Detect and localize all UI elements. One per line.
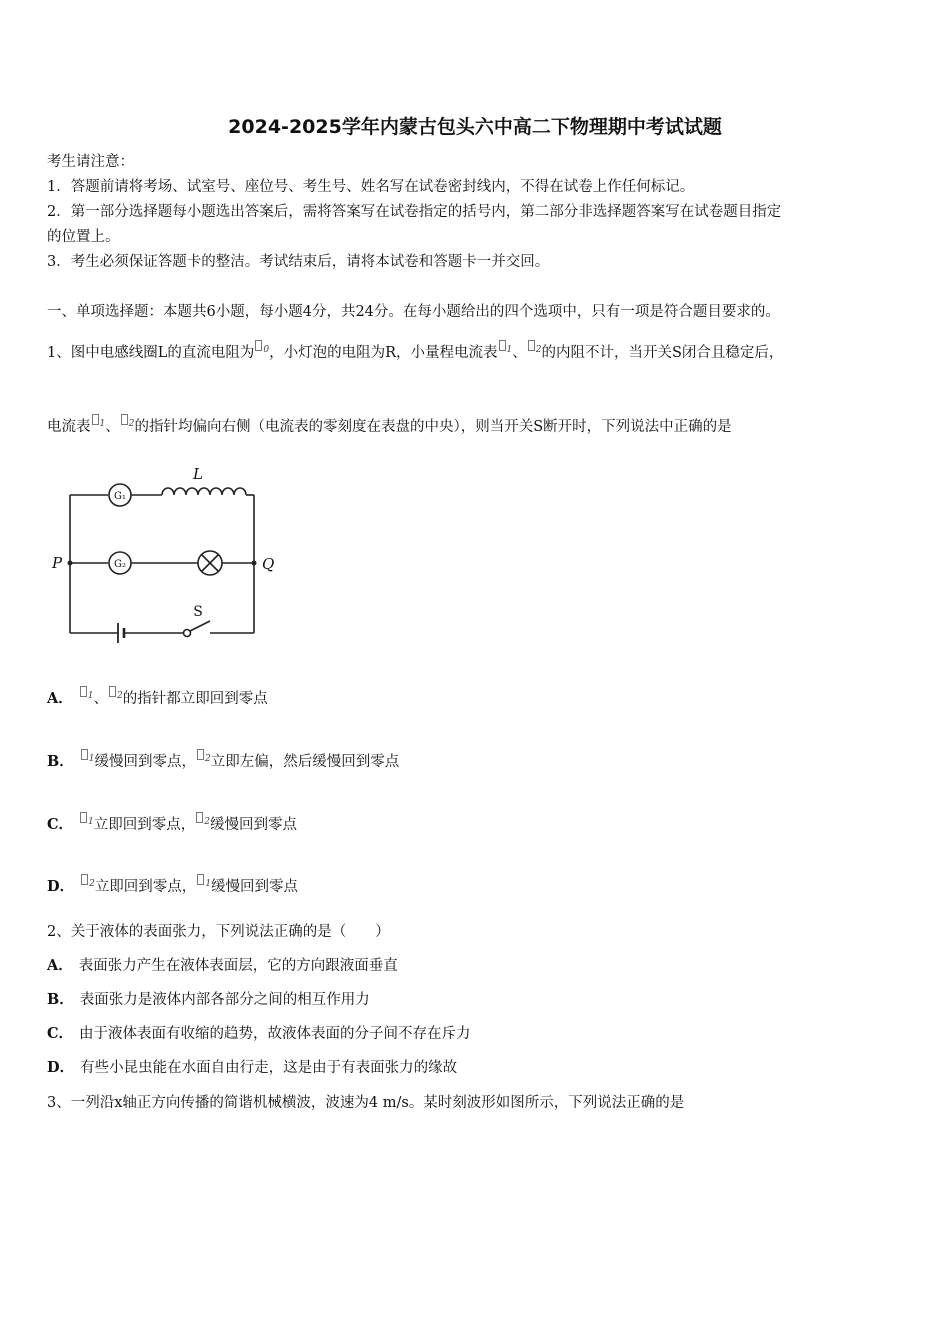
formula-placeholder-icon [255, 340, 262, 351]
page-title: 2024-2025学年内蒙古包头六中高二下物理期中考试试题 [228, 116, 722, 138]
node-p-label: P [52, 554, 63, 572]
option-text: 立即回到零点， [93, 817, 196, 833]
q1-text: 的指针均偏向右侧（电流表的零刻度在表盘的中央），则当开关S断开时，下列说法中正确的是 [134, 419, 732, 435]
option-text: 、 [93, 691, 108, 707]
option-text: 缓慢回到零点， [94, 754, 196, 770]
option-letter: A． [47, 957, 73, 974]
q1-option-b [47, 749, 399, 772]
notice-item: 的位置上。 [47, 229, 120, 245]
q1-text: 电流表 [47, 419, 91, 435]
formula-sub: 2 [535, 345, 542, 355]
section-heading: 一、单项选择题：本题共6小题，每小题4分，共24分。在每小题给出的四个选项中，只有一项是符合题目要求的。 [47, 304, 780, 320]
formula-placeholder-icon [196, 812, 203, 823]
formula-placeholder-icon [528, 340, 535, 351]
formula-sub: 1 [88, 754, 95, 764]
q1-text: 1、图中电感线圈L的直流电阻为 [47, 345, 255, 361]
formula-sub: 2 [117, 691, 123, 701]
option-text: 立即回到零点， [94, 879, 197, 895]
formula-sub: 1 [87, 691, 94, 701]
notice-heading: 考生请注意： [47, 154, 134, 170]
option-letter: D． [47, 878, 75, 895]
option-text: 表面张力是液体内部各部分之间的相互作用力 [79, 992, 370, 1008]
q1-text: 、 [105, 419, 120, 435]
option-text: 缓慢回到零点 [210, 817, 298, 833]
formula-sub: 0 [263, 345, 270, 355]
q2-option-b [47, 990, 370, 1010]
option-text: 由于液体表面有收缩的趋势，故液体表面的分子间不存在斥力 [79, 1026, 471, 1042]
formula-placeholder-icon [80, 686, 87, 697]
notice-item: 2．第一部分选择题每小题选出答案后，需将答案写在试卷指定的括号内，第二部分非选择题答案写在试卷题目指定 [47, 204, 782, 220]
formula-placeholder-icon [121, 414, 128, 425]
formula-sub: 1 [99, 419, 106, 429]
formula-placeholder-icon [499, 340, 506, 351]
node-q-label: Q [262, 555, 275, 573]
option-letter: B． [47, 753, 74, 770]
option-letter: A． [47, 690, 73, 707]
q1-stem-line1 [47, 340, 783, 363]
formula-placeholder-icon [80, 812, 87, 823]
formula-sub: 1 [88, 817, 94, 827]
option-letter: C． [47, 1025, 74, 1042]
formula-sub: 1 [205, 879, 212, 889]
option-text: 立即左偏，然后缓慢回到零点 [210, 754, 400, 770]
q1-stem-line2 [47, 414, 732, 437]
switch-label: S [193, 604, 203, 620]
option-text: 表面张力产生在液体表面层，它的方向跟液面垂直 [78, 958, 398, 974]
formula-sub: 2 [205, 754, 211, 764]
formula-placeholder-icon [81, 749, 88, 760]
q1-option-d [47, 874, 298, 897]
formula-sub: 2 [89, 879, 95, 889]
q2-stem: 2、关于液体的表面张力，下列说法正确的是（ ） [47, 924, 390, 940]
option-letter: B． [47, 991, 74, 1008]
q1-option-a [47, 686, 268, 709]
q1-text: 的内阻不计，当开关S闭合且稳定后， [541, 345, 784, 361]
option-text: 的指针都立即回到零点 [122, 691, 268, 707]
q2-option-c [47, 1024, 471, 1044]
option-text: 有些小昆虫能在水面自由行走，这是由于有表面张力的缘故 [80, 1060, 458, 1076]
q1-option-c [47, 812, 297, 835]
q1-text: 、 [512, 345, 527, 361]
option-text: 缓慢回到零点 [211, 879, 299, 895]
g2-label: G₂ [114, 559, 126, 570]
notice-item: 1．答题前请将考场、试室号、座位号、考生号、姓名写在试卷密封线内，不得在试卷上作任何标记。 [47, 179, 695, 195]
formula-sub: 1 [506, 345, 513, 355]
formula-placeholder-icon [92, 414, 99, 425]
formula-placeholder-icon [197, 874, 204, 885]
notice-item: 3．考生必须保证答题卡的整洁。考试结束后，请将本试卷和答题卡一并交回。 [47, 254, 550, 270]
formula-placeholder-icon [109, 686, 116, 697]
inductor-label: L [193, 465, 203, 483]
formula-placeholder-icon [81, 874, 88, 885]
formula-placeholder-icon [197, 749, 204, 760]
circuit-diagram [40, 455, 290, 645]
formula-sub: 2 [128, 419, 135, 429]
inductor-coil [162, 488, 246, 495]
formula-sub: 2 [204, 817, 211, 827]
option-letter: C． [47, 816, 74, 833]
g1-label: G₁ [114, 491, 126, 502]
option-letter: D． [47, 1059, 75, 1076]
q3-stem: 3、一列沿x轴正方向传播的简谐机械横波，波速为4 m/s。某时刻波形如图所示，下列说法正确的是 [47, 1095, 685, 1111]
q1-text: ，小灯泡的电阻为R，小量程电流表 [269, 345, 498, 361]
q2-option-a [47, 956, 398, 976]
q2-option-d [47, 1058, 457, 1078]
